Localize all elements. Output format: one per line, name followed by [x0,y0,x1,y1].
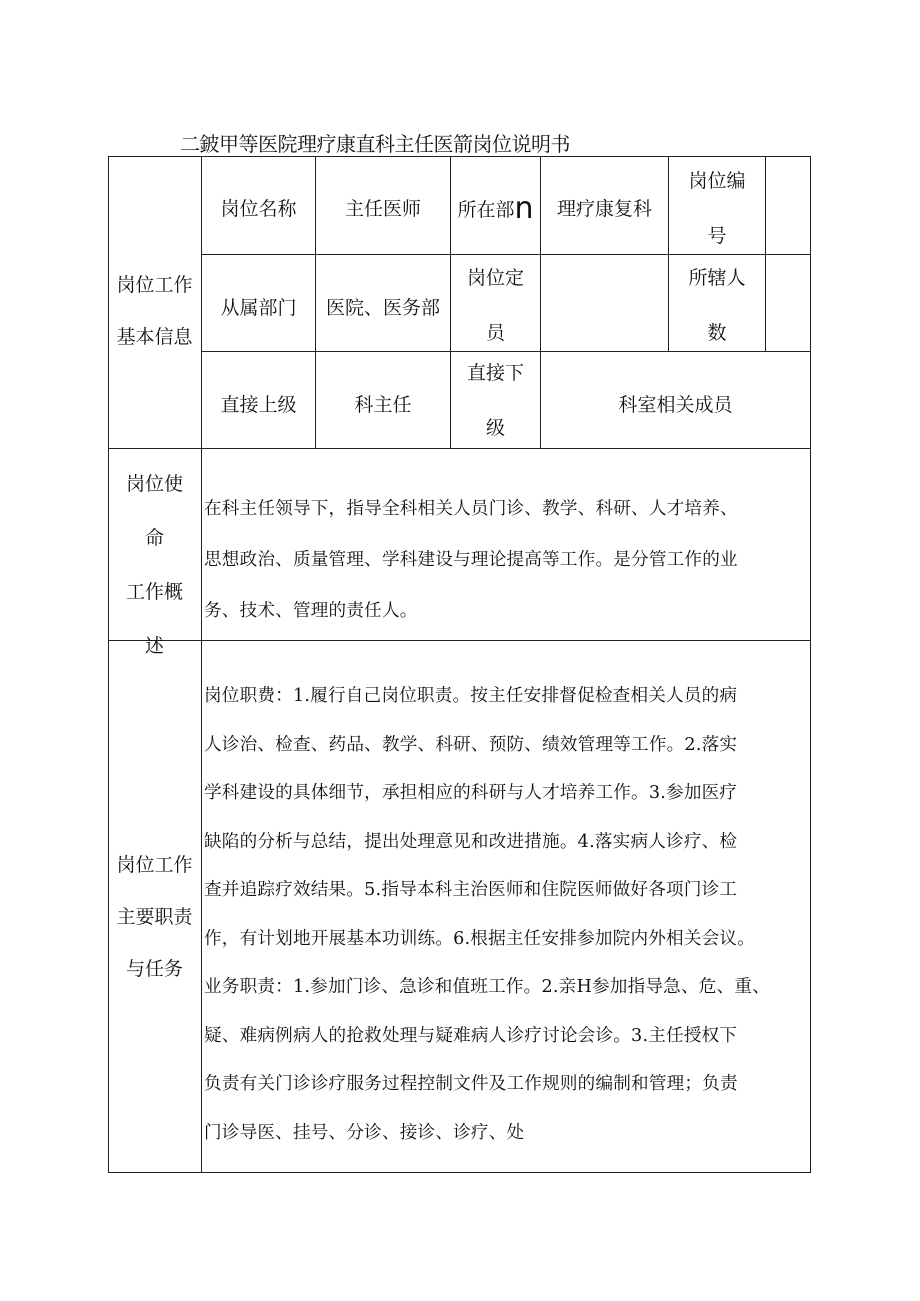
dept-label-text [457,191,533,226]
document-title: 二鈹甲等医院理疗康直科主任医箭岗位说明书 [180,132,570,156]
staffing-label-line: 员 [485,322,505,344]
subordinate-label [451,352,540,448]
table-rule [108,1172,811,1173]
affiliated-dept-value-text: 医院、医务部 [325,296,440,319]
duties-line: 门诊导医、挂号、分诊、接诊、诊疗、处 [204,1122,525,1143]
duties-label-line: 岗位工作 [116,853,193,876]
headcount-label-line: 数 [707,322,727,344]
mission-line: 思想政治、质量管理、学科建设与理论提高等工作。是分管工作的业 [204,550,738,570]
table-rule [108,640,811,641]
staffing-label [451,255,540,351]
subordinate-label-line: 直接下 [466,362,524,384]
duties-section-label [108,641,201,1172]
section-label-line: 基本信息 [116,326,193,348]
post-name-label-text: 岗位名称 [220,197,297,220]
staffing-label-line: 岗位定 [466,267,524,289]
headcount-label [669,255,765,351]
post-code-label-line: 号 [707,225,727,247]
post-name-label [202,156,315,254]
affiliated-dept-label [202,255,315,351]
basic-info-section-label [108,156,201,448]
post-name-value-text: 主任医师 [344,197,421,220]
duties-line: 人诊治、检查、药品、教学、科研、预防、绩效管理等工作。2.落实 [204,734,738,755]
duties-line: 疑、难病例病人的抢救处理与疑难病人诊疗讨论会诊。3.主任授权下 [204,1025,738,1046]
mission-text [204,484,808,637]
subordinate-label-line: 级 [485,417,505,439]
section-label-line: 岗位工作 [116,274,193,296]
duties-line: 业务职责：1.参加门诊、急诊和值班工作。2.亲H参加指导急、危、重、 [204,977,770,997]
superior-label-text: 直接上级 [220,393,297,416]
superior-value [316,352,450,448]
headcount-label-line: 所辖人 [688,267,746,289]
headcount-value [766,255,810,351]
staffing-value [541,255,668,351]
duties-line: 查并追踪疗效结果。5.指导本科主治医师和住院医师做好各项门诊工 [204,880,738,900]
subordinate-value [541,352,810,448]
mission-label-line: 命 [144,527,164,549]
affiliated-dept-label-text: 从属部门 [220,296,297,319]
dept-label-main: 所在部 [457,198,515,221]
subordinate-value-text: 科室相关成员 [618,393,733,416]
superior-label [202,352,315,448]
duties-line: 岗位职费：1.履行自己岗位职责。按主任安排督促检查相关人员的病 [204,686,738,706]
dept-value [541,156,668,254]
post-name-value [316,156,450,254]
superior-value-text: 科主任 [354,393,412,416]
mission-label-line: 述 [144,635,164,657]
table-rule [810,156,811,1173]
duties-line: 作，有计划地开展基本功训练。6.根据主任安排参加院内外相关会议。 [204,928,756,949]
dept-label-suffix: n [514,190,534,226]
duties-label-line: 主要职责 [116,905,193,928]
duties-text [204,672,808,1157]
mission-label-line: 工作概 [125,581,183,603]
post-code-label [669,156,765,254]
mission-section-label [108,449,201,657]
duties-line: 缺陷的分析与总结，提出处理意见和改进措施。4.落实病人诊疗、检 [204,831,738,852]
post-code-value [766,156,810,254]
duties-line: 学科建设的具体细节，承担相应的科研与人才培养工作。3.参加医疗 [204,783,738,803]
mission-line: 在科主任领导下，指导全科相关人员门诊、教学、科研、人才培养、 [204,499,738,519]
mission-line: 务、技术、管理的责任人。 [204,601,418,621]
duties-line: 负责有关门诊诊疗服务过程控制文件及工作规则的编制和管理；负责 [204,1074,738,1094]
affiliated-dept-value [316,255,450,351]
mission-label-line: 岗位使 [125,473,183,495]
duties-label-line: 与任务 [125,957,183,980]
dept-label [451,156,540,254]
table-rule [108,448,811,449]
dept-value-text: 理疗康复科 [556,197,652,220]
post-code-label-line: 岗位编 [688,170,746,192]
